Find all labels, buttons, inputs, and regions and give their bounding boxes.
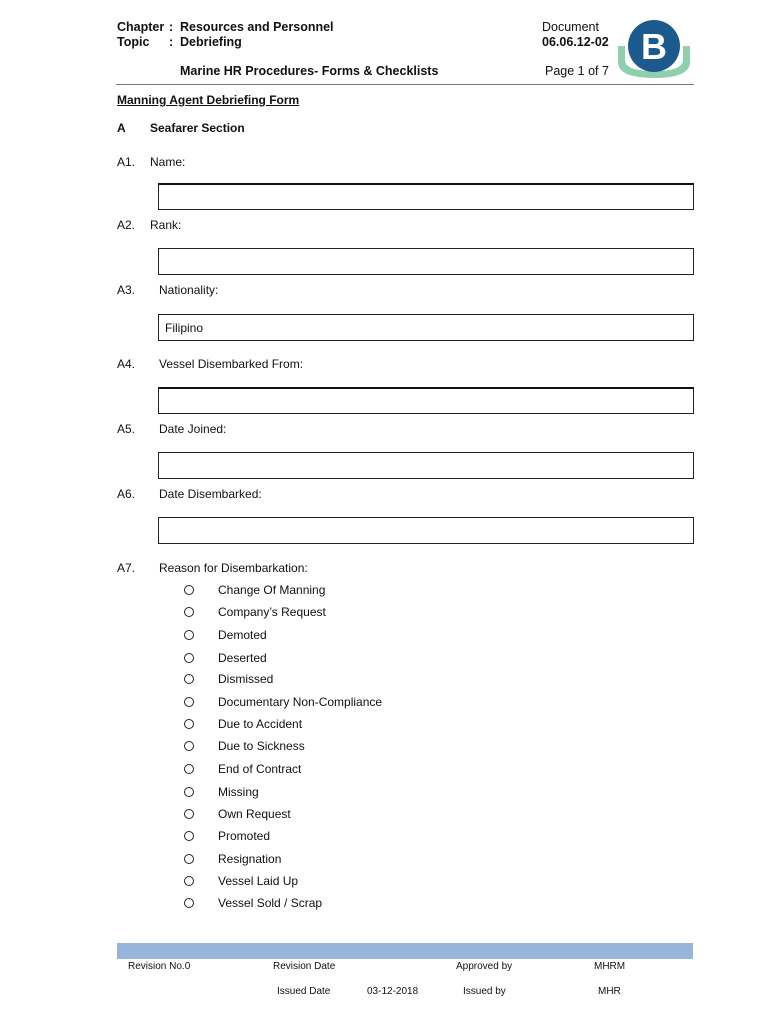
radio-icon[interactable]	[184, 898, 194, 908]
company-logo	[614, 16, 694, 80]
issued-date-value: 03-12-2018	[367, 986, 419, 997]
form-title: Manning Agent Debriefing Form	[117, 93, 300, 107]
radio-icon[interactable]	[184, 741, 194, 751]
vessel-disembarked-field[interactable]	[158, 387, 694, 414]
revision-date-label: Revision Date	[273, 961, 336, 972]
radio-icon[interactable]	[184, 787, 194, 797]
section-title: Seafarer Section	[150, 121, 245, 135]
rank-label: Rank:	[150, 218, 182, 232]
date-joined-field[interactable]	[158, 452, 694, 479]
nationality-field[interactable]	[158, 314, 694, 341]
revision-number: Revision No.0	[128, 961, 191, 972]
date-joined-label: Date Joined:	[159, 422, 227, 436]
logo-letter: B	[641, 26, 667, 67]
date-disembarked-label: Date Disembarked:	[159, 487, 262, 501]
field-number: A5.	[117, 422, 136, 436]
radio-icon[interactable]	[184, 854, 194, 864]
field-number: A4.	[117, 357, 136, 371]
topic-colon: :	[169, 35, 174, 49]
radio-icon[interactable]	[184, 876, 194, 886]
radio-icon[interactable]	[184, 653, 194, 663]
document-number: 06.06.12-02	[542, 35, 609, 49]
topic-label: Topic	[117, 35, 150, 49]
name-field[interactable]	[158, 183, 694, 210]
radio-icon[interactable]	[184, 764, 194, 774]
radio-icon[interactable]	[184, 697, 194, 707]
nationality-value: Filipino	[165, 321, 204, 335]
footer-bar	[117, 943, 693, 959]
radio-icon[interactable]	[184, 585, 194, 595]
field-number: A3.	[117, 283, 136, 297]
approved-by-label: Approved by	[456, 961, 513, 972]
radio-icon[interactable]	[184, 607, 194, 617]
radio-icon[interactable]	[184, 809, 194, 819]
field-number: A6.	[117, 487, 136, 501]
field-number: A2.	[117, 218, 136, 232]
issued-by-value: MHR	[598, 986, 621, 997]
logo-icon	[614, 16, 694, 80]
header-subtitle: Marine HR Procedures- Forms & Checklists	[180, 64, 439, 78]
document-label: Document	[542, 20, 599, 34]
section-letter: A	[117, 121, 126, 135]
radio-icon[interactable]	[184, 630, 194, 640]
radio-icon[interactable]	[184, 831, 194, 841]
radio-icon[interactable]	[184, 719, 194, 729]
page-indicator: Page 1 of 7	[545, 64, 609, 78]
chapter-value: Resources and Personnel	[180, 20, 334, 34]
topic-value: Debriefing	[180, 35, 242, 49]
nationality-label: Nationality:	[159, 283, 219, 297]
rank-field[interactable]	[158, 248, 694, 275]
date-disembarked-field[interactable]	[158, 517, 694, 544]
name-label: Name:	[150, 155, 186, 169]
field-number: A1.	[117, 155, 136, 169]
vessel-disembarked-label: Vessel Disembarked From:	[159, 357, 304, 371]
issued-by-label: Issued by	[463, 986, 506, 997]
approved-by-value: MHRM	[594, 961, 626, 972]
chapter-colon: :	[169, 20, 174, 34]
chapter-label: Chapter	[117, 20, 165, 34]
field-number: A7.	[117, 561, 136, 575]
reason-label: Reason for Disembarkation:	[159, 561, 308, 575]
header-divider	[116, 84, 694, 85]
radio-icon[interactable]	[184, 674, 194, 684]
issued-date-label: Issued Date	[277, 986, 331, 997]
